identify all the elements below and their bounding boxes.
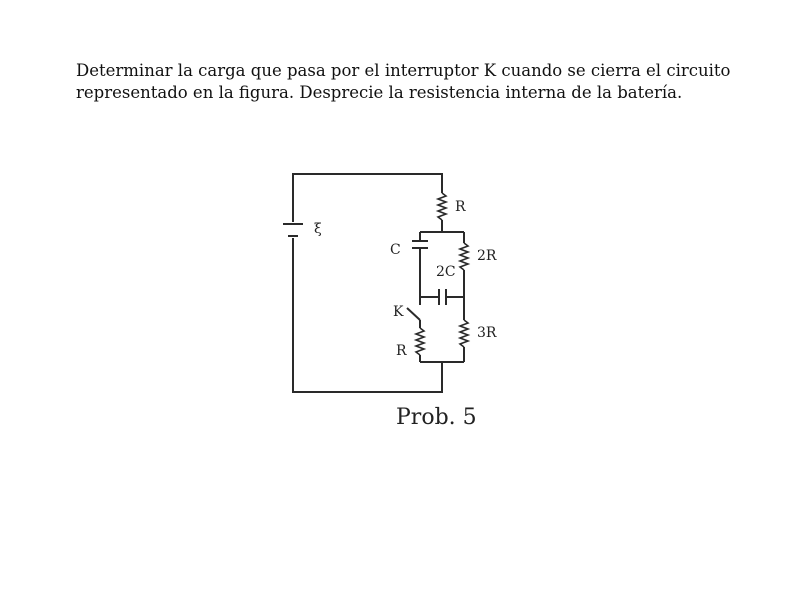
problem-line-1: Determinar la carga que pasa por el interruptor K cuando se cierra el circuito xyxy=(76,61,731,80)
resistor-3r-label: 3R xyxy=(477,325,497,341)
switch-k-label: K xyxy=(393,304,404,320)
capacitor-c-label: C xyxy=(390,242,401,258)
emf-label: ξ xyxy=(314,221,322,237)
resistor-3r xyxy=(460,320,468,347)
resistor-2r-label: 2R xyxy=(477,248,497,264)
junction-wires xyxy=(420,220,464,243)
capacitor-2c xyxy=(420,289,464,305)
resistor-r-bottom xyxy=(416,328,424,355)
capacitor-c xyxy=(412,241,428,248)
problem-line-2: representado en la figura. Desprecie la resistencia interna de la batería. xyxy=(76,83,683,102)
circuit-diagram xyxy=(270,160,530,440)
figure-caption: Prob. 5 xyxy=(396,405,477,430)
resistor-2r xyxy=(460,243,468,270)
problem-statement xyxy=(76,60,756,104)
resistor-r-top xyxy=(438,193,446,220)
bottom-merge-wires xyxy=(420,347,464,362)
capacitor-2c-label: 2C xyxy=(436,264,456,280)
resistor-r-top-label: R xyxy=(455,199,466,215)
battery-symbol xyxy=(283,224,303,236)
switch-k xyxy=(407,297,420,320)
resistor-r-bottom-label: R xyxy=(396,343,407,359)
